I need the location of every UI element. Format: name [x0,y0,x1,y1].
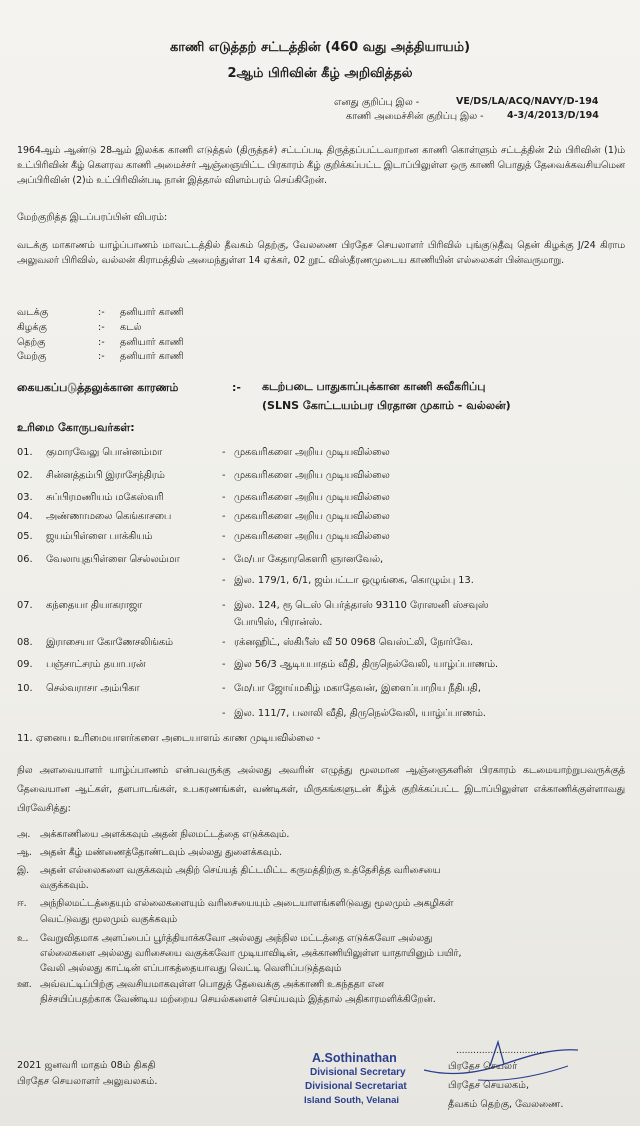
claimant-name: செல்வராசா அம்பிகா [46,683,140,694]
notice-subtitle: 2ஆம் பிரிவின் கீழ் அறிவித்தல் [227,66,413,81]
claimant-number: 09. [17,659,33,670]
claimant-separator: - [222,637,226,648]
boundary-direction: கிழக்கு [17,322,47,333]
boundary-value: தனியார் காணி [120,337,184,348]
notice-title: காணி எடுத்தற் சட்டத்தின் (460 வது அத்தியாயம்) [169,40,471,55]
boundary-value: கடல் [120,322,142,333]
claimant-address: முகவரிகளை அறிய முடியவில்லை [234,492,390,503]
claimant-address: மே/பா கேதாரகௌரி ஞானவேல், [234,554,384,565]
claimant-address: மே/பா ஜோய்மகிழ் மகாதேவன், இளைப்பாறிய நீதிபதி, [234,683,481,694]
claimant-separator: - [222,554,226,565]
claimant-address: ரக்னஹிட், ஸ்கிபீஸ் வீ 50 0968 வெஸ்ட்லி, நோர்வே. [234,637,474,648]
claimant-address: முகவரிகளை அறிய முடியவில்லை [234,470,390,481]
claimant-address: முகவரிகளை அறிய முடியவில்லை [234,447,390,458]
claimant-number: 04. [17,511,33,522]
claimant-number: 01. [17,447,33,458]
claimants-heading: உரிமை கோருபவர்கள்: [17,421,135,434]
claimant-separator: - [222,531,226,542]
claimant-number: 05. [17,531,33,542]
action-text: நிச்சயிப்பதற்காக வேண்டிய மற்றைய செயல்களைச் செய்யவும் இத்தால் அதிகாரமளிக்கிறேன். [40,994,436,1005]
my-ref-value: VE/DS/LA/ACQ/NAVY/D-194 [456,96,599,107]
boundary-separator: :- [98,337,105,348]
reason-separator: :- [232,381,241,394]
boundary-value: தனியார் காணி [120,351,184,362]
action-mark: ஆ. [17,847,32,858]
date-line: 2021 ஜனவரி மாதம் 08ம் திகதி [17,1060,156,1071]
claimant-address: இல 56/3 ஆடியபாதம் வீதி, திருநெல்வேலி, யாழ்ப்பாணம். [234,659,499,670]
ministry-ref-label: காணி அமைச்சின் குறிப்பு இல - [346,111,484,122]
claimant-name: கந்தையா தியாகராஜா [46,600,143,611]
claimant-name: வேலாயுதபிள்ளை செல்லம்மா [46,554,180,565]
reason-value-line1: கடற்படை பாதுகாப்புக்கான காணி சுவீகரிப்பு [262,380,486,393]
claimant-name: பஞ்சாட்சரம் தயாபரன் [46,659,146,670]
signatory-place: தீவகம் தெற்கு, வேலணை. [448,1099,564,1110]
reason-value-line2: (SLNS கோட்டயம்பர பிரதான முகாம் - வல்லன்) [262,399,511,412]
stamp-line1: Divisional Secretary [310,1067,406,1078]
boundary-separator: :- [98,322,105,333]
action-text: அவ்வட்டிப்பிற்கு அவசியமாகவுள்ள பொதுத் தேவைக்கு அக்காணி உகந்ததா என [40,979,385,990]
signatory-title: பிரதேச செயலர் [448,1061,518,1072]
ministry-ref-value: 4-3/4/2013/D/194 [507,110,599,121]
office-line: பிரதேச செயலாளர் அலுவலகம். [17,1076,158,1087]
action-text: அதன் எல்லைகளை வகுக்கவும் அதிற் செய்யத் திட்டமிட்ட கருமத்திற்கு உத்தேசித்த வரிசையை [40,865,441,876]
claimant-address: போயிஸ், பிரான்ஸ். [234,617,323,628]
action-text: அந்நிலமட்டத்தையும் எல்லைகளையும் வரிசையையும் அடையாளங்களிடுவது மூலமும் அகழிகள் [40,898,454,909]
claimant-number: 07. [17,600,33,611]
claimant-name: குமாரவேலு பொன்னம்மா [46,447,163,458]
action-text: அக்காணியை அளக்கவும் அதன் நிலமட்டத்தை எடுக்கவும். [40,829,290,840]
signature-dots: ............................... [456,1046,545,1056]
claimant-name: ஜயம்பிள்ளை பாக்கியம் [46,531,153,542]
claimant-number: 02. [17,470,33,481]
schedule-paragraph: வடக்கு மாகாணம் யாழ்ப்பாணம் மாவட்டத்தில் தீவகம் தெற்கு, வேலணை பிரதேச செயலாளர் பிரிவில் புங்குடுதீவு தென் கிழக்கு J/24 கிராம அலுவலர் பிரிவில், வல்லன் கிராமத்தில் அமைந்துள்ள 14 ஏக்கர், 02 றூட் விஸ்தீரணமுடைய காணியின் எல்லைகள் பின்வருமாறு. [17,240,625,266]
claimant-separator: - [222,470,226,481]
my-ref-label: எனது குறிப்பு இல - [334,97,420,108]
action-mark: உ. [17,933,29,944]
claimant-separator: - [222,447,226,458]
claimant-address: இல. 179/1, 6/1, ஜம்பட்டா ஒழுங்கை, கொழும்பு 13. [234,575,474,586]
signatory-office: பிரதேச செயலகம், [448,1080,530,1091]
action-text: வகுக்கவும். [40,880,89,891]
action-mark: இ. [17,865,30,876]
reason-label: கையகப்படுத்தலுக்கான காரணம் [17,381,179,394]
claimant-number: 06. [17,554,33,565]
claimant-number: 03. [17,492,33,503]
schedule-heading: மேற்குறித்த இடப்பரப்பின் விபரம்: [17,212,168,223]
action-text: வேறுவிதமாக அளப்பைப் பூர்த்தியாக்கவோ அல்லது அந்நில மட்டத்தை எடுக்கவோ அல்லது [40,933,433,944]
stamp-line2: Divisional Secretariat [305,1081,407,1092]
boundary-separator: :- [98,351,105,362]
authority-paragraph: நில அளவையாளர் யாழ்ப்பாணம் என்பவருக்கு அல்லது அவரின் எழுத்து மூலமான ஆஞ்ஞைகளின் பிரகாரம் கடமையாற்றுபவருக்குத் தேவையான ஆட்கள், தளபாடங்கள், உபகரணங்கள், வண்டிகள், மிருகங்களுடன் கீழ்க் குறிக்கப்பட்ட இடாப்பிலுள்ள எக்காணிக்குள்ளாவது பிரவேசித்து: [17,765,625,814]
action-mark: அ. [17,829,31,840]
claimant-separator: - [222,492,226,503]
claimant-number: 10. [17,683,33,694]
claimant-address: இல. 111/7, பலாலி வீதி, திருநெல்வேலி, யாழ்ப்பாணம். [234,708,486,719]
boundary-direction: தெற்கு [17,337,46,348]
claimant-number: 08. [17,637,33,648]
claimant-separator: - [222,683,226,694]
boundary-value: தனியார் காணி [120,307,184,318]
boundary-direction: மேற்கு [17,351,47,362]
claimant-name: இராசையா கோணேசலிங்கம் [46,637,173,648]
claimant-separator: - [222,708,226,719]
stamp-name: A.Sothinathan [312,1051,397,1065]
claimant-address: இல. 124, ரூ டெஸ் பெர்த்தாஸ் 93110 ரோஸனி ஸ்சவுஸ் [234,600,489,611]
stamp-line3: Island South, Velanai [304,1095,400,1106]
action-mark: ஈ. [17,898,27,909]
action-mark: ஊ. [17,979,32,990]
action-text: எல்லைகளை அல்லது வரிசையை வகுக்கவோ முடியாவிடின், அக்காணியிலுள்ள யாதாயினும் பயிர், [40,948,462,959]
claimant-11-line: 11. ஏனைய உரிமையாளர்களை அடையாளம் காண முடியவில்லை - [17,733,321,744]
claimant-name: சுப்பிரமணியம் மகேஸ்வரி [46,492,164,503]
claimant-address: முகவரிகளை அறிய முடியவில்லை [234,511,390,522]
claimant-separator: - [222,600,226,611]
claimant-separator: - [222,659,226,670]
action-text: வெட்டுவது மூலமும் வகுக்கவும் [40,914,178,925]
claimant-name: சின்னத்தம்பி இராசேந்திரம் [46,470,165,481]
claimant-separator: - [222,575,226,586]
action-text: வேலி அல்லது காட்டின் எப்பாகத்தையாவது வெட்டி வெளிப்படுத்தவும் [40,963,342,974]
action-text: அதன் கீழ் மண்ணைத்தோண்டவும் அல்லது துளைக்கவும். [40,847,283,858]
claimant-address: முகவரிகளை அறிய முடியவில்லை [234,531,390,542]
boundary-separator: :- [98,307,105,318]
boundary-direction: வடக்கு [17,307,49,318]
intro-paragraph: 1964ஆம் ஆண்டு 28ஆம் இலக்க காணி எடுத்தல் (திருத்தச்) சட்டப்படி திருத்தப்பட்டவாறான காணி கொள்ளும் சட்டத்தின் 2ம் பிரிவின் (1)ம் உட்பிரிவின் கீழ் கௌரவ காணி அமைச்சர் ஆஞ்ஞையிட்ட பிரகாரம் கீழ் குறிக்கப்பட்ட இடாப்பிலுள்ள ஒரு காணி பொதுத் தேவைக்கவசியமென அப்பிரிவின் (2)ம் உட்பிரிவின்படி நான் இத்தால் விளம்பரம் செய்கிறேன். [17,145,625,186]
claimant-name: அண்ணாமலை கெங்காசபை [46,511,172,522]
claimant-separator: - [222,511,226,522]
